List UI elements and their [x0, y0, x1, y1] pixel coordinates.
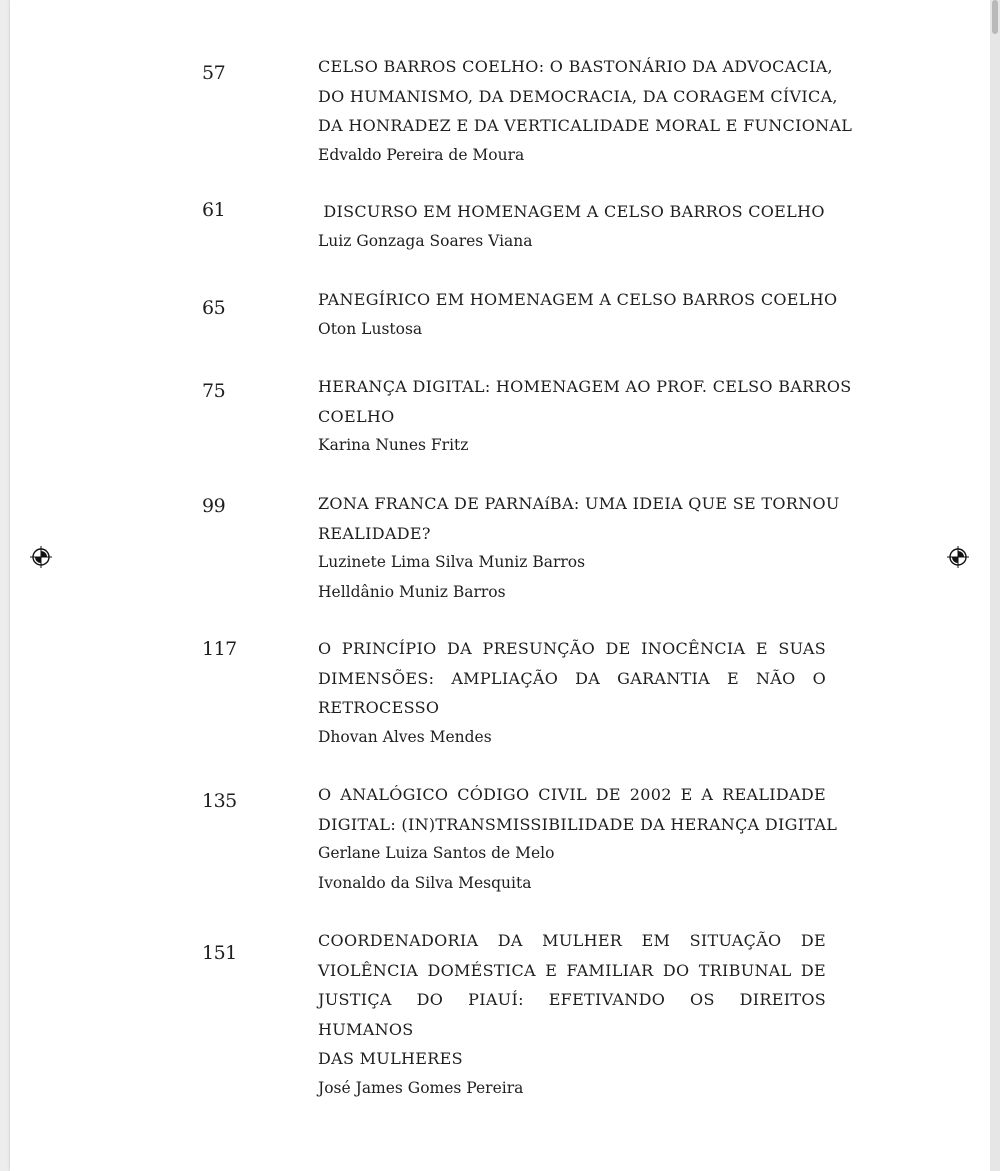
toc-title-line: COORDENADORIA DA MULHER EM SITUAÇÃO DE: [318, 931, 826, 950]
toc-title-line: CELSO BARROS COELHO: O BASTONÁRIO DA ADVOCACIA,: [318, 57, 833, 76]
toc-author: Luiz Gonzaga Soares Viana: [318, 231, 533, 250]
toc-entry-text: [318, 634, 826, 752]
toc-author: Luzinete Lima Silva Muniz Barros: [318, 553, 586, 571]
toc-author: Ivonaldo da Silva Mesquita: [318, 873, 532, 892]
toc-page-number: 135: [202, 790, 237, 812]
scrollbar[interactable]: [990, 0, 1000, 1171]
toc-entry-text: [318, 372, 852, 461]
toc-entry-text: [318, 197, 826, 256]
toc-title-line: HERANÇA DIGITAL: HOMENAGEM AO PROF. CELSO BARROS: [318, 377, 852, 396]
toc-page-number: 57: [202, 62, 226, 84]
toc-title-line: DO HUMANISMO, DA DEMOCRACIA, DA CORAGEM CÍVICA,: [318, 86, 838, 106]
toc-author: Helldânio Muniz Barros: [318, 582, 506, 601]
toc-title-line: DA HONRADEZ E DA VERTICALIDADE MORAL E FUNCIONAL: [318, 116, 853, 135]
document-page: [10, 0, 990, 1171]
toc-author: Edvaldo Pereira de Moura: [318, 145, 525, 164]
toc-author: Karina Nunes Fritz: [318, 436, 469, 454]
toc-entry-text: [318, 926, 826, 1103]
toc-title-line: VIOLÊNCIA DOMÉSTICA E FAMILIAR DO TRIBUNAL DE: [318, 960, 826, 980]
toc-author: Dhovan Alves Mendes: [318, 727, 492, 746]
registration-mark-icon: [947, 546, 969, 568]
toc-page-number: 99: [202, 495, 226, 517]
toc-entry-text: [318, 489, 840, 607]
scrollbar-thumb[interactable]: [992, 0, 998, 34]
toc-title-line: DIMENSÕES: AMPLIAÇÃO DA GARANTIA E NÃO O: [318, 668, 826, 688]
toc-title-line: PANEGÍRICO EM HOMENAGEM A CELSO BARROS COELHO: [318, 290, 838, 309]
toc-entry-text: [318, 780, 838, 898]
toc-author: Gerlane Luiza Santos de Melo: [318, 844, 555, 862]
toc-author: Oton Lustosa: [318, 319, 423, 338]
toc-entry-text: [318, 52, 853, 170]
toc-title-line: RETROCESSO: [318, 698, 440, 717]
toc-entry-text: [318, 285, 838, 344]
toc-title-line: O ANALÓGICO CÓDIGO CIVIL DE 2002 E A REALIDADE: [318, 785, 826, 804]
toc-title-line: COELHO: [318, 406, 395, 426]
toc-title-line: O PRINCÍPIO DA PRESUNÇÃO DE INOCÊNCIA E SUAS: [318, 639, 826, 658]
registration-mark-icon: [30, 546, 52, 568]
toc-title-line: DAS MULHERES: [318, 1049, 463, 1068]
toc-title-line: REALIDADE?: [318, 523, 431, 543]
toc-page-number: 65: [202, 297, 226, 319]
toc-page-number: 75: [202, 380, 226, 402]
toc-page-number: 117: [202, 638, 237, 660]
toc-page-number: 61: [202, 199, 226, 221]
toc-title-line: ZONA FRANCA DE PARNAíBA: UMA IDEIA QUE SE TORNOU: [318, 494, 840, 513]
toc-page-number: 151: [202, 942, 237, 964]
toc-author: José James Gomes Pereira: [318, 1078, 524, 1097]
toc-title-line: DIGITAL: (IN)TRANSMISSIBILIDADE DA HERANÇA DIGITAL: [318, 814, 838, 834]
toc-title-line: JUSTIÇA DO PIAUÍ: EFETIVANDO OS DIREITOS HUMANOS: [318, 990, 826, 1039]
toc-title-line: DISCURSO EM HOMENAGEM A CELSO BARROS COELHO: [318, 202, 825, 221]
